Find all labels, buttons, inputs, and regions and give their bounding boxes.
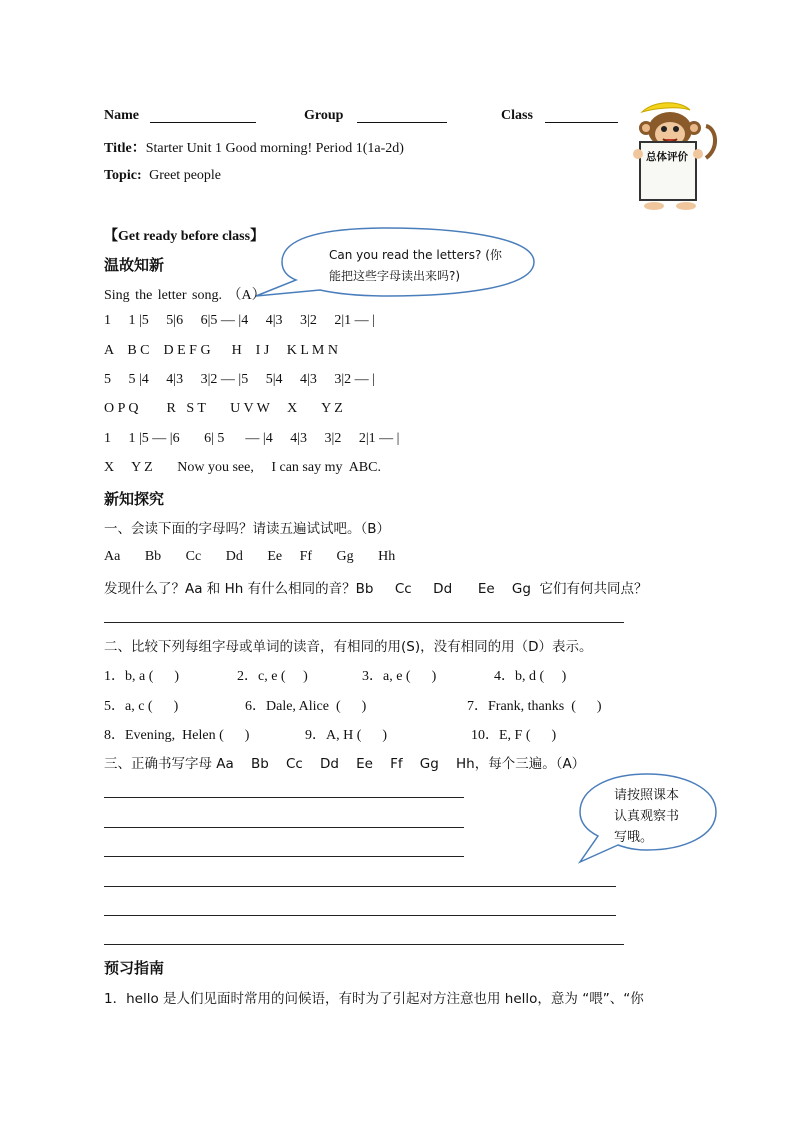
letter-song-intro: Sing the letter song. （A） (104, 288, 266, 303)
guide-heading: 预习指南 (104, 959, 165, 977)
q1-letters: Aa Bb Cc Dd Ee Ff Gg Hh (104, 549, 396, 564)
q2-item: 2．c, e ( ) (237, 669, 308, 684)
class-label: Class (501, 108, 533, 123)
song-line: A B C D E F G H I J K L M N (104, 343, 338, 358)
writing-line[interactable] (104, 944, 624, 945)
name-label: Name (104, 108, 139, 123)
song-line: O P Q R S T U V W X Y Z (104, 401, 343, 416)
writing-line[interactable] (104, 886, 616, 887)
q2-title: 二、比较下列每组字母或单词的读音，有相同的用(S)，没有相同的用（D）表示。 (104, 639, 593, 655)
writing-line[interactable] (104, 827, 464, 828)
bubble-line-1: Can you read the letters? (你 (329, 248, 502, 262)
q2-item: 10．E, F ( ) (471, 728, 557, 743)
q2-item: 9．A, H ( ) (305, 728, 388, 743)
song-line: 1 1 |5 — |6 6| 5 — |4 4|3 3|2 2|1 — | (104, 431, 400, 446)
title-row (104, 137, 404, 157)
q2-item: 8．Evening, Helen ( ) (104, 728, 250, 743)
bubble2-line-1: 请按照课本 (614, 788, 680, 803)
answer-line[interactable] (104, 622, 624, 623)
bubble2-line-2: 认真观察书 (614, 809, 680, 824)
section-ready-heading: 【Get ready before class】 (104, 229, 265, 244)
class-field[interactable] (545, 108, 618, 123)
song-line: X Y Z Now you see, I can say my ABC. (104, 460, 381, 475)
topic-row (104, 168, 221, 184)
title-value: Starter Unit 1 Good morning! Period 1(1a-2d) (145, 141, 404, 156)
bubble2-line-3: 写哦。 (614, 830, 654, 845)
q1-question: 发现什么了？Aa 和 Hh 有什么相同的音？Bb Cc Dd Ee Gg 它们有何共同点？ (104, 581, 648, 597)
q2-item: 3．a, e ( ) (362, 669, 437, 684)
explore-heading: 新知探究 (104, 490, 165, 508)
writing-line[interactable] (104, 797, 464, 798)
badge-text: 总体评价 (646, 151, 688, 163)
writing-line[interactable] (104, 915, 616, 916)
q2-item: 1．b, a ( ) (104, 669, 180, 684)
song-line: 1 1 |5 5|6 6|5 — |4 4|3 3|2 2|1 — | (104, 313, 375, 328)
q3-title: 三、正确书写字母 Aa Bb Cc Dd Ee Ff Gg Hh，每个三遍。（A） (104, 756, 586, 772)
group-field[interactable] (357, 108, 447, 123)
topic-label: Topic: (104, 168, 142, 183)
review-heading: 温故知新 (104, 256, 165, 274)
topic-value: Greet people (149, 168, 222, 183)
writing-line[interactable] (104, 856, 464, 857)
q2-item: 6．Dale, Alice ( ) (245, 699, 367, 714)
title-label: Title： (104, 141, 146, 156)
bubble-line-2: 能把这些字母读出来吗?) (329, 269, 461, 283)
name-field[interactable] (150, 108, 256, 123)
q2-item: 4．b, d ( ) (494, 669, 567, 684)
q2-item: 7．Frank, thanks ( ) (467, 699, 602, 714)
guide-line-1: 1．hello 是人们见面时常用的问候语，有时为了引起对方注意也用 hello，意为 “喂”、“你 (104, 991, 644, 1007)
q2-item: 5．a, c ( ) (104, 699, 179, 714)
song-line: 5 5 |4 4|3 3|2 — |5 5|4 4|3 3|2 — | (104, 372, 375, 387)
group-label: Group (304, 108, 344, 123)
q1-title: 一、会读下面的字母吗？请读五遍试试吧。（B） (104, 521, 391, 537)
